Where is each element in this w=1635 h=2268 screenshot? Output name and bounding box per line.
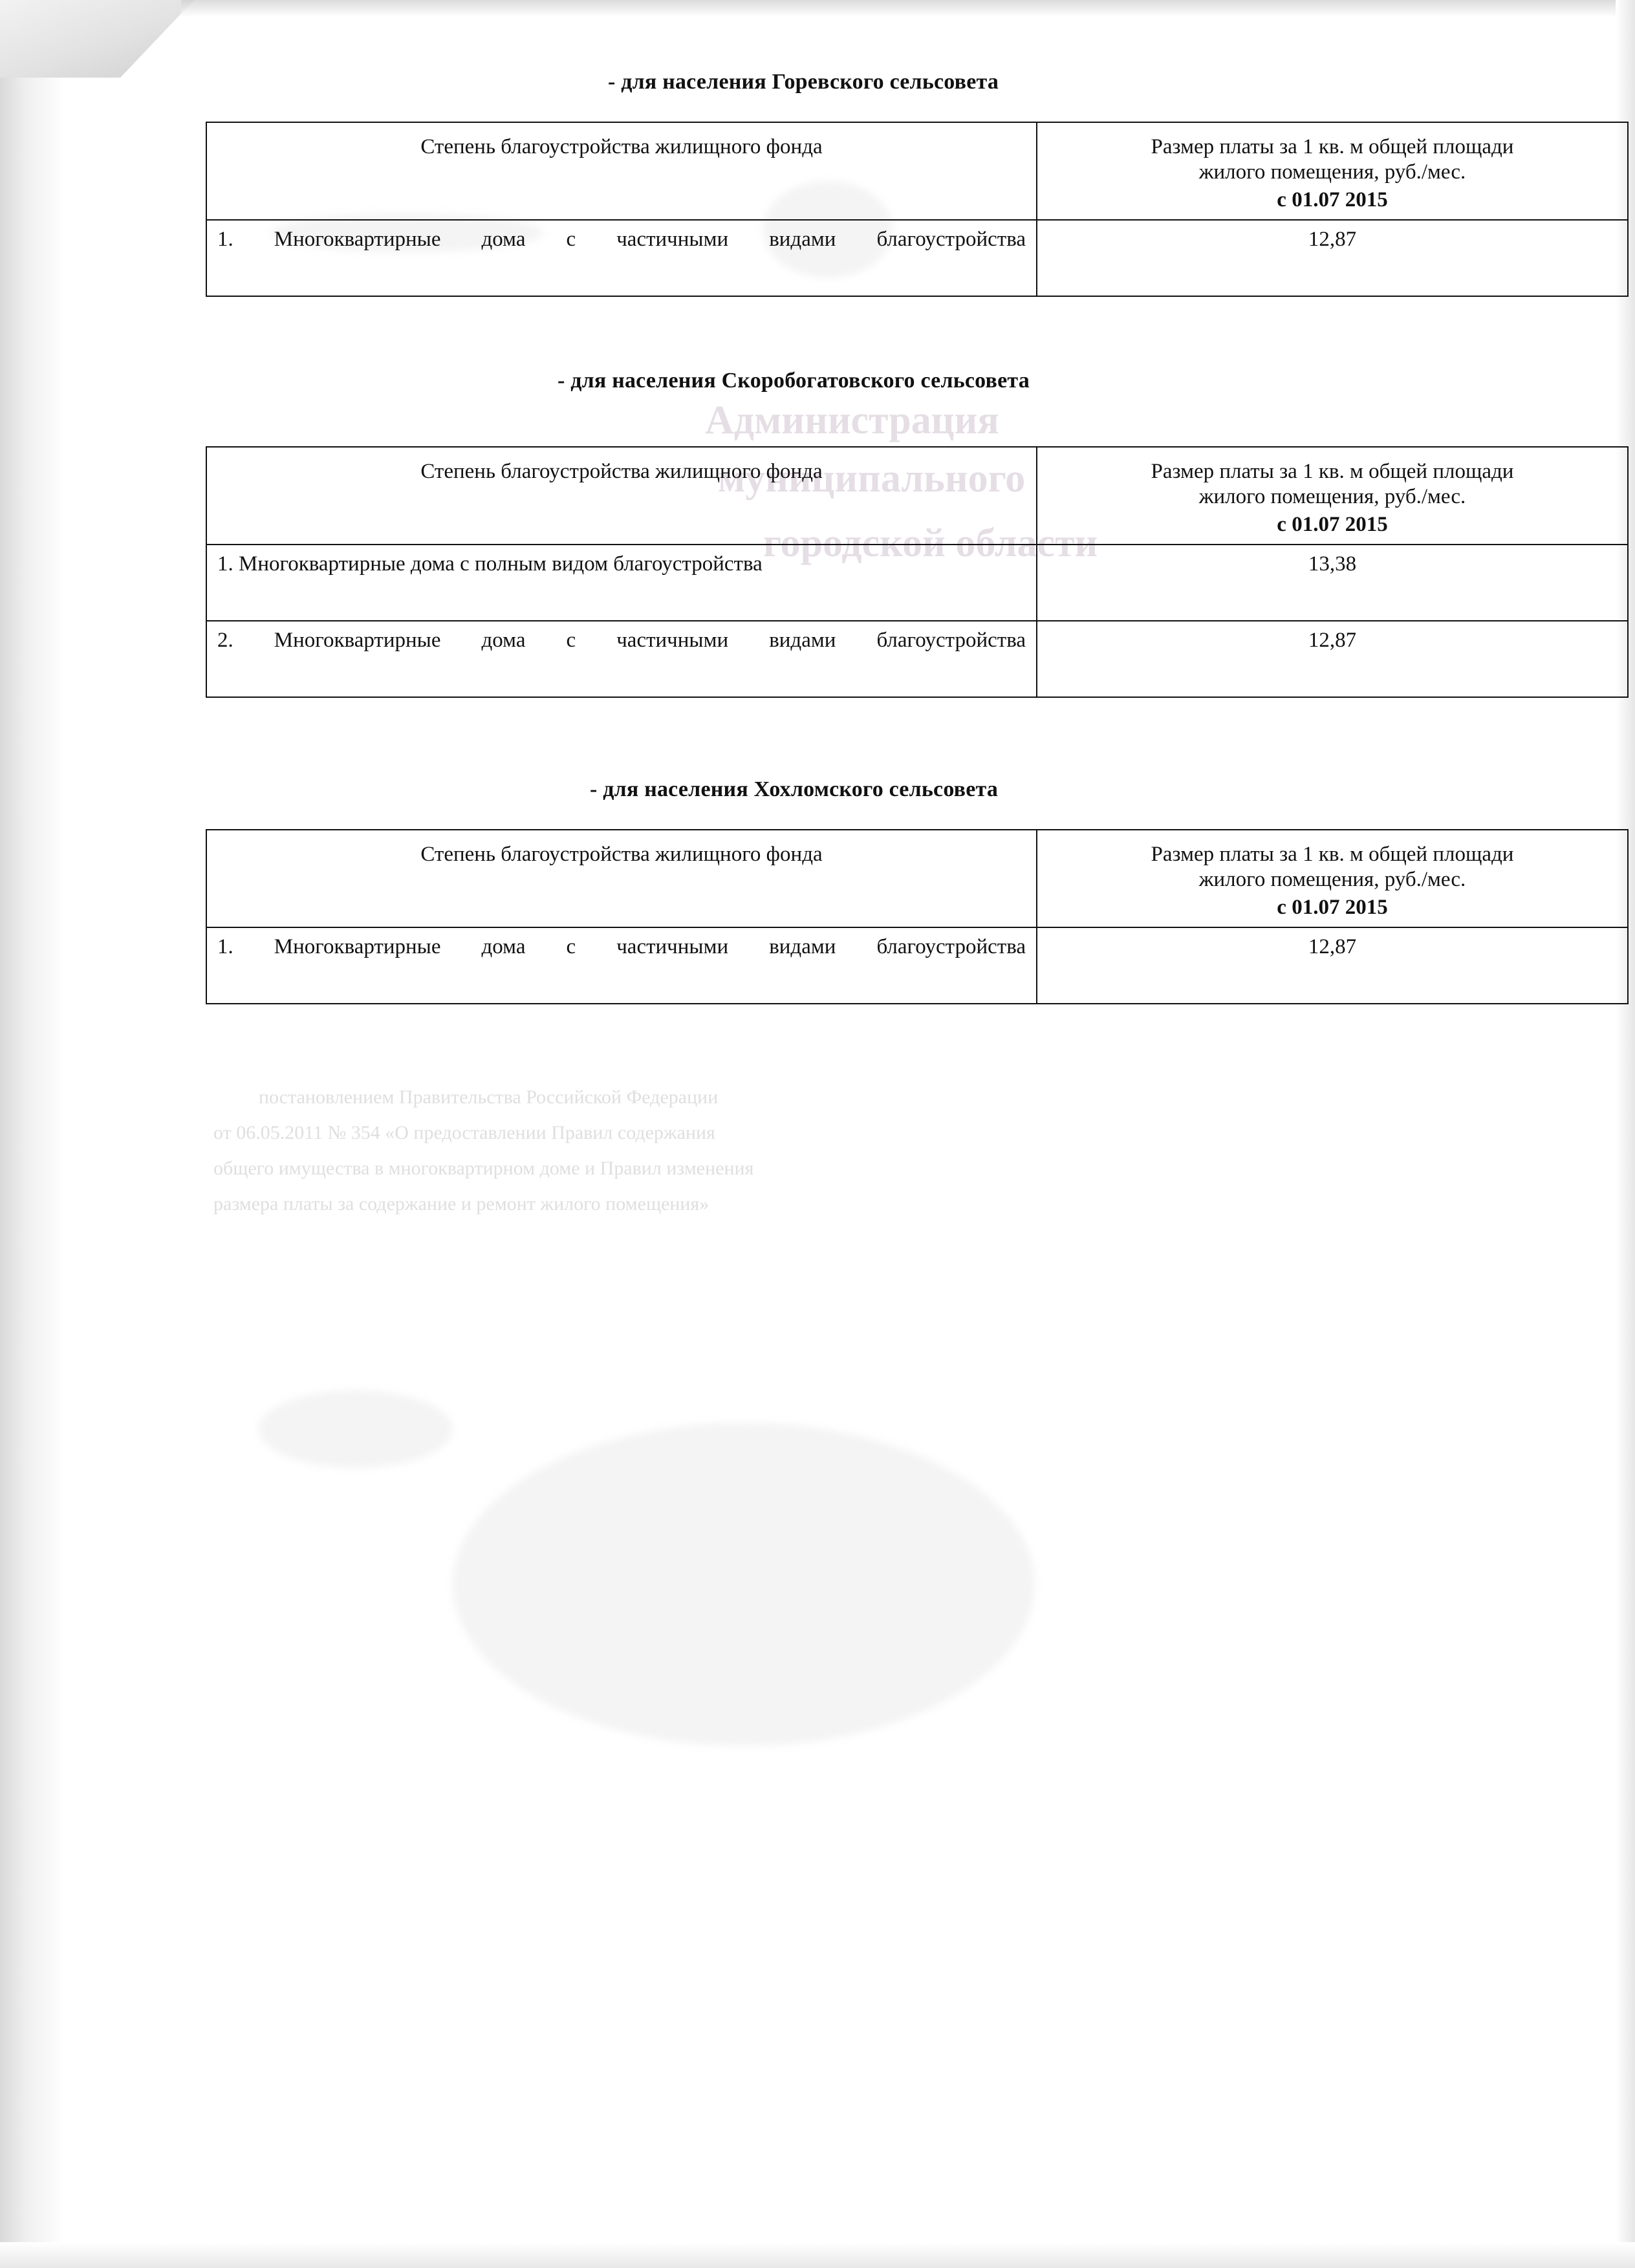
section-caption-khokhlomsky: - для населения Хохломского сельсовета (590, 777, 999, 801)
bleedthrough-title-line1: Администрация (705, 398, 999, 442)
bleedthrough-body-line3: общего имущества в многоквартирном доме и Правил изменения (213, 1158, 754, 1179)
rate-table-khokhlomsky (206, 829, 1629, 1004)
table-header-row (206, 830, 1628, 927)
header-rate-line2: жилого помещения, руб./мес. (1198, 867, 1466, 891)
header-rate-line1: Размер платы за 1 кв. м общей площади (1151, 843, 1514, 866)
header-rate-line1: Размер платы за 1 кв. м общей площади (1151, 460, 1514, 483)
section-caption-gorevsky: - для населения Горевского сельсовета (608, 70, 999, 94)
table-row (206, 621, 1628, 697)
row-description: 1. Многоквартирные дома с частичными видами благоустройства (206, 220, 1037, 296)
bleedthrough-body-line2: от 06.05.2011 № 354 «О предоставлении Правил содержания (213, 1122, 715, 1143)
row-description: 2. Многоквартирные дома с частичными видами благоустройства (206, 621, 1037, 697)
section-caption-skorobogatovsky: - для населения Скоробогатовского сельсовета (558, 369, 1030, 393)
row-rate-value: 12,87 (1037, 927, 1628, 1004)
header-cell-degree: Степень благоустройства жилищного фонда (206, 447, 1037, 545)
bleedthrough-body-line1: постановлением Правительства Российской Федерации (259, 1086, 719, 1108)
header-rate-date: с 01.07 2015 (1277, 512, 1388, 536)
table-header-row (206, 122, 1628, 220)
header-cell-degree: Степень благоустройства жилищного фонда (206, 122, 1037, 220)
header-cell-rate (1037, 122, 1628, 220)
table-row (206, 545, 1628, 621)
row-rate-value: 12,87 (1037, 621, 1628, 697)
table-header-row (206, 447, 1628, 545)
header-rate-line1: Размер платы за 1 кв. м общей площади (1151, 135, 1514, 158)
bleedthrough-title-line3: городской области (763, 521, 1098, 565)
table-row (206, 220, 1628, 296)
row-description: 1. Многоквартирные дома с частичными видами благоустройства (206, 927, 1037, 1004)
rate-table-gorevsky (206, 122, 1629, 297)
header-cell-rate (1037, 447, 1628, 545)
header-rate-date: с 01.07 2015 (1277, 188, 1388, 211)
bleedthrough-title-line2: муниципального (718, 457, 1026, 501)
header-cell-degree: Степень благоустройства жилищного фонда (206, 830, 1037, 927)
rate-table-skorobogatovsky (206, 446, 1629, 698)
header-rate-line2: жилого помещения, руб./мес. (1198, 484, 1466, 508)
header-cell-rate (1037, 830, 1628, 927)
row-description: 1. Многоквартирные дома с полным видом благоустройства (206, 545, 1037, 621)
row-rate-value: 13,38 (1037, 545, 1628, 621)
table-row (206, 927, 1628, 1004)
header-rate-date: с 01.07 2015 (1277, 895, 1388, 919)
header-rate-line2: жилого помещения, руб./мес. (1198, 160, 1466, 184)
bleedthrough-body-line4: размера платы за содержание и ремонт жилого помещения» (213, 1193, 709, 1215)
row-rate-value: 12,87 (1037, 220, 1628, 296)
